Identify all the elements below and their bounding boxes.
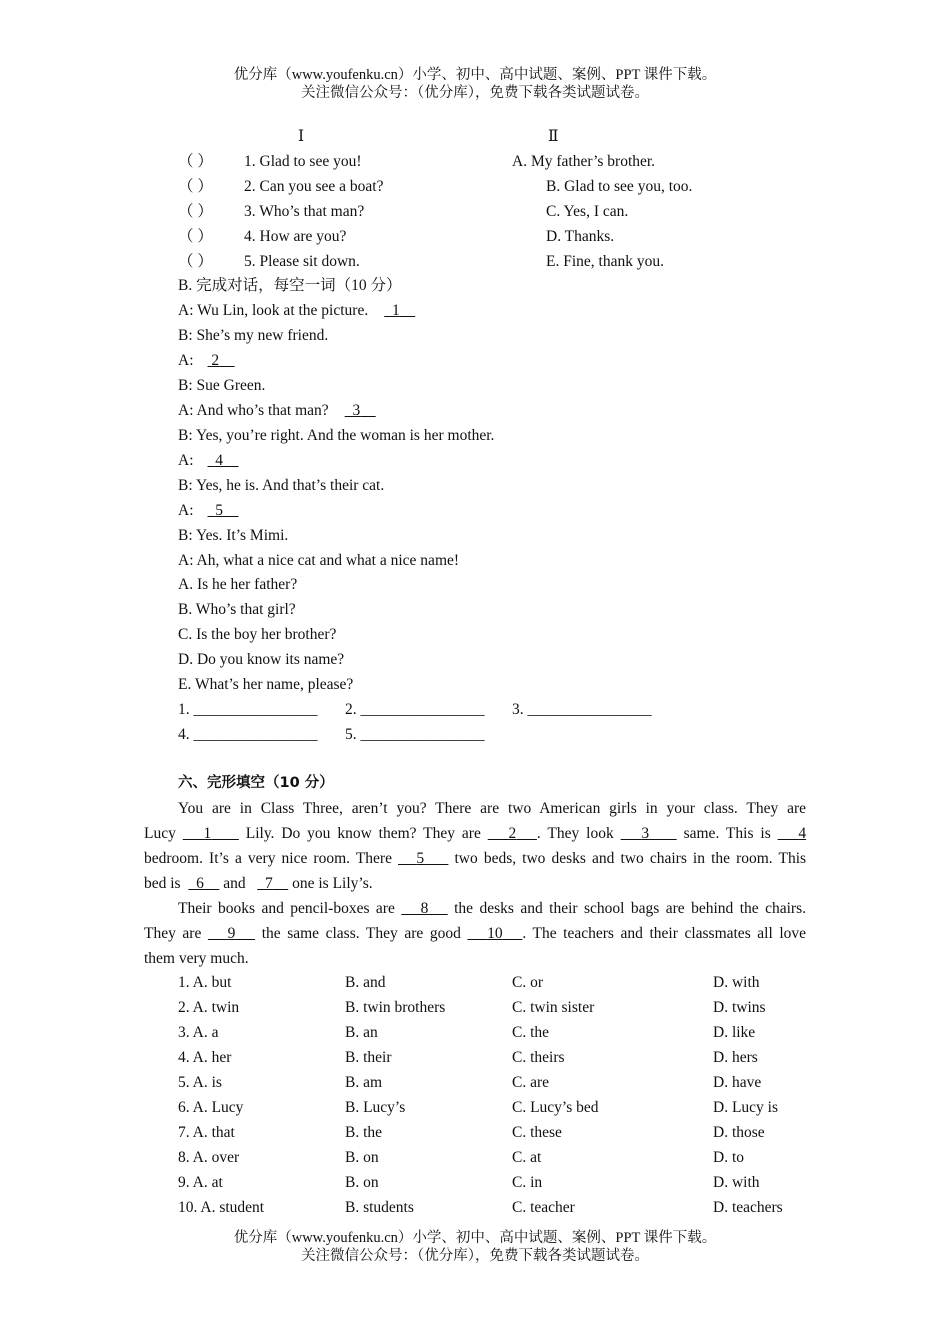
dialogue-blank[interactable]: 2 (211, 352, 220, 369)
cloze-option[interactable]: 3. A. a (178, 1024, 219, 1041)
answer-line[interactable]: 5. ________________ (345, 726, 485, 743)
dialogue-option: A. Is he her father? (178, 576, 298, 593)
matching-answer: E. Fine, thank you. (546, 253, 664, 270)
cloze-option[interactable]: D. twins (713, 999, 766, 1016)
cloze-option[interactable]: C. at (512, 1149, 542, 1166)
matching-answer: D. Thanks. (546, 228, 615, 245)
cloze-option[interactable]: B. and (345, 974, 386, 991)
dialogue-option: D. Do you know its name? (178, 651, 345, 668)
cloze-title: 六、完形填空（10 分） (178, 775, 334, 791)
answer-line[interactable]: 3. ________________ (512, 701, 652, 718)
matching-question: 2. Can you see a boat? (244, 178, 384, 195)
answer-bracket[interactable]: （ ） (178, 178, 213, 195)
column-2-header: Ⅱ (548, 128, 559, 145)
cloze-option[interactable]: D. with (713, 974, 760, 991)
dialogue-line: A: Ah, what a nice cat and what a nice name! (178, 552, 460, 569)
matching-question: 3. Who’s that man? (244, 203, 365, 220)
dialogue-line: B: Yes, you’re right. And the woman is her mother. (178, 427, 495, 444)
cloze-option[interactable]: C. in (512, 1174, 543, 1191)
cloze-option[interactable]: C. teacher (512, 1199, 575, 1216)
cloze-option[interactable]: B. on (345, 1174, 379, 1191)
dialogue-line: B: Sue Green. (178, 377, 266, 394)
cloze-option[interactable]: C. the (512, 1024, 550, 1041)
cloze-option[interactable]: B. twin brothers (345, 999, 446, 1016)
cloze-option[interactable]: C. twin sister (512, 999, 595, 1016)
page-footer-line-2: 关注微信公众号：（优分库），免费下载各类试题试卷。 (301, 1248, 649, 1264)
passage-line: You are in Class Three, aren’t you? There are two American girls in your class. They are (178, 800, 806, 817)
cloze-option[interactable]: D. hers (713, 1049, 758, 1066)
cloze-option[interactable]: B. on (345, 1149, 379, 1166)
answer-line[interactable]: 1. ________________ (178, 701, 318, 718)
cloze-blank[interactable]: 1 (203, 825, 212, 842)
dialogue-line: B: Yes, he is. And that’s their cat. (178, 477, 385, 494)
cloze-option[interactable]: B. Lucy’s (345, 1099, 406, 1116)
cloze-blank[interactable]: 2 (508, 825, 517, 842)
cloze-option[interactable]: C. are (512, 1074, 550, 1091)
dialogue-blank[interactable]: 4 (215, 452, 223, 469)
passage-line: bedroom. It’s a very nice room. There 5 two beds, two desks and two chairs in the room. This (144, 850, 807, 867)
matching-answer: B. Glad to see you, too. (546, 178, 693, 195)
answer-bracket[interactable]: （ ） (178, 228, 213, 245)
cloze-blank[interactable]: 5 (416, 850, 425, 867)
cloze-option[interactable]: C. these (512, 1124, 562, 1141)
cloze-blank[interactable]: 6 (196, 875, 204, 892)
cloze-blank[interactable]: 9 (227, 925, 236, 942)
dialogue-option: E. What’s her name, please? (178, 676, 354, 693)
dialogue-line: A: Wu Lin, look at the picture. 1 (178, 303, 415, 319)
answer-bracket[interactable]: （ ） (178, 253, 213, 270)
answer-bracket[interactable]: （ ） (178, 203, 213, 220)
cloze-blank[interactable]: 3 (641, 825, 650, 842)
matching-question: 5. Please sit down. (244, 253, 360, 270)
cloze-option[interactable]: B. an (345, 1024, 378, 1041)
cloze-option[interactable]: 2. A. twin (178, 999, 240, 1016)
dialogue-line: A: 4 (178, 453, 239, 469)
cloze-option[interactable]: 9. A. at (178, 1174, 223, 1191)
cloze-option[interactable]: D. to (713, 1149, 744, 1166)
dialogue-line: B: She’s my new friend. (178, 327, 329, 344)
cloze-option[interactable]: 4. A. her (178, 1049, 232, 1066)
cloze-blank[interactable]: 7 (264, 875, 273, 892)
matching-answer: A. My father’s brother. (512, 153, 656, 170)
dialogue-line: B: Yes. It’s Mimi. (178, 527, 289, 544)
cloze-option[interactable]: B. am (345, 1074, 383, 1091)
cloze-option[interactable]: C. Lucy’s bed (512, 1099, 599, 1116)
cloze-option[interactable]: D. with (713, 1174, 760, 1191)
cloze-option[interactable]: 5. A. is (178, 1074, 222, 1091)
cloze-option[interactable]: D. have (713, 1074, 762, 1091)
dialogue-blank[interactable]: 3 (352, 402, 361, 419)
cloze-option[interactable]: D. those (713, 1124, 765, 1141)
dialogue-option: B. Who’s that girl? (178, 601, 296, 618)
cloze-option[interactable]: B. students (345, 1199, 414, 1216)
cloze-option[interactable]: 10. A. student (178, 1199, 265, 1216)
answer-bracket[interactable]: （ ） (178, 153, 213, 170)
matching-answer: C. Yes, I can. (546, 203, 629, 220)
cloze-blank[interactable]: 4 (798, 825, 807, 842)
matching-question: 4. How are you? (244, 228, 347, 245)
dialogue-option: C. Is the boy her brother? (178, 626, 337, 643)
cloze-option[interactable]: 1. A. but (178, 974, 232, 991)
passage-line: them very much. (144, 950, 249, 967)
passage-line: They are 9 the same class. They are good 10 . The teachers and their classmates all love (144, 925, 807, 942)
cloze-option[interactable]: 8. A. over (178, 1149, 240, 1166)
cloze-option[interactable]: D. Lucy is (713, 1099, 779, 1116)
dialogue-blank[interactable]: 5 (215, 502, 223, 519)
cloze-option[interactable]: D. teachers (713, 1199, 783, 1216)
answer-line[interactable]: 2. ________________ (345, 701, 485, 718)
dialogue-line: A: 5 (178, 503, 239, 519)
cloze-option[interactable]: 7. A. that (178, 1124, 235, 1141)
page-header-line-2: 关注微信公众号：（优分库），免费下载各类试题试卷。 (301, 85, 649, 101)
cloze-option[interactable]: C. or (512, 974, 543, 991)
dialogue-title: B. 完成对话，每空一词（10 分） (178, 277, 402, 294)
passage-line: Lucy 1 Lily. Do you know them? They are 2 . They look 3 same. This is 4 (144, 825, 807, 842)
cloze-option[interactable]: B. the (345, 1124, 383, 1141)
passage-line: bed is 6 and 7 one is Lily’s. (144, 875, 373, 892)
page-footer-line-1: 优分库（www.youfenku.cn）小学、初中、高中试题、案例、PPT 课件下载。 (233, 1230, 717, 1246)
answer-line[interactable]: 4. ________________ (178, 726, 318, 743)
column-1-header: Ⅰ (298, 128, 305, 145)
cloze-option[interactable]: D. like (713, 1024, 756, 1041)
cloze-option[interactable]: B. their (345, 1049, 392, 1066)
cloze-blank[interactable]: 8 (420, 900, 429, 917)
matching-question: 1. Glad to see you! (244, 153, 362, 170)
passage-line: Their books and pencil-boxes are 8 the desks and their school bags are behind the chairs. (178, 900, 806, 917)
page-header-line-1: 优分库（www.youfenku.cn）小学、初中、高中试题、案例、PPT 课件下载。 (233, 67, 717, 83)
dialogue-line: A: 2 (178, 353, 235, 369)
dialogue-line: A: And who’s that man? 3 (178, 403, 376, 419)
cloze-option[interactable]: 6. A. Lucy (178, 1099, 244, 1116)
dialogue-blank[interactable]: 1 (391, 302, 400, 319)
cloze-blank[interactable]: 10 (487, 925, 503, 942)
cloze-option[interactable]: C. theirs (512, 1049, 565, 1066)
